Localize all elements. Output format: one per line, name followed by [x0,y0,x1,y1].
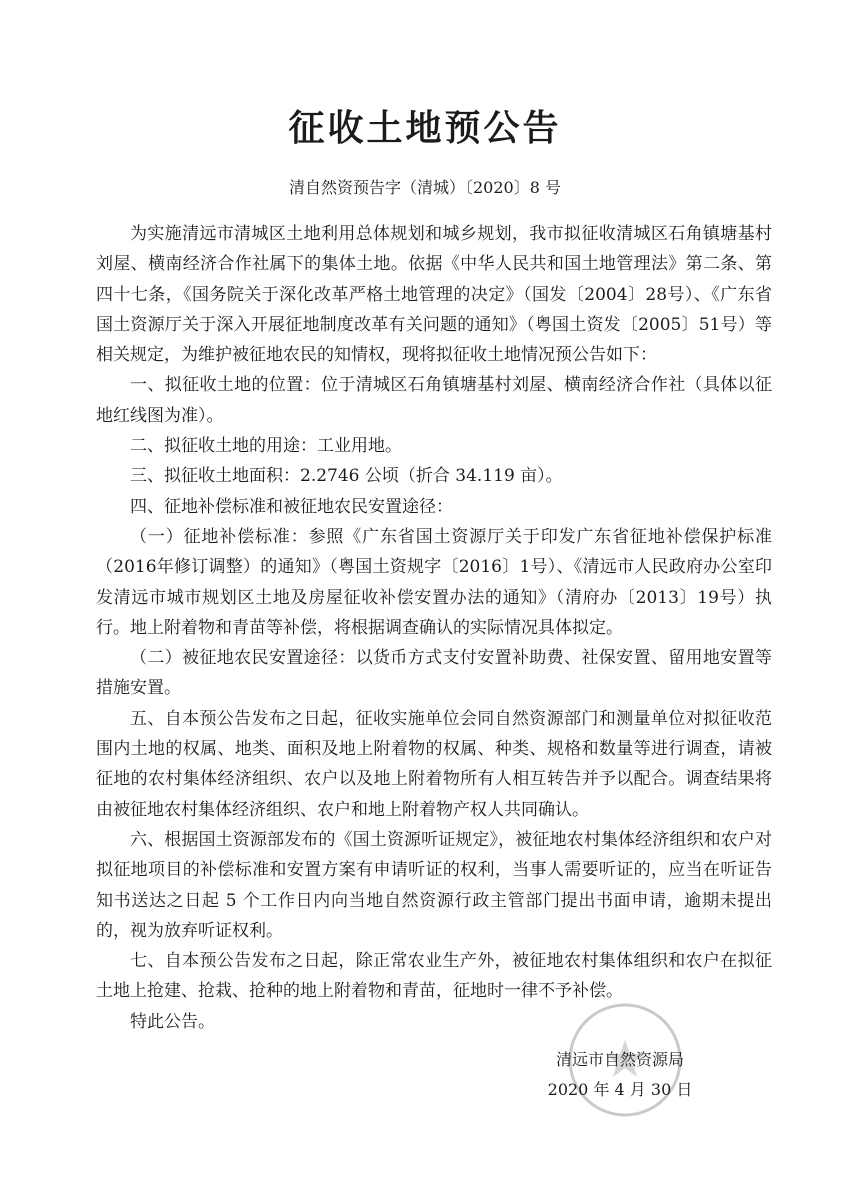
paragraph-no-compensation: 七、自本预公告发布之日起，除正常农业生产外，被征地农村集体组织和农户在拟征土地上抢建、抢栽、抢种的地上附着物和青苗，征地时一律不予补偿。 [96,951,772,1002]
issuer-name: 清远市自然资源局 [555,1050,684,1069]
paragraph-resettlement: （二）被征地农民安置途径：以货币方式支付安置补助费、社保安置、留用地安置等措施安置。 [96,648,772,699]
issue-date: 2020 年 4 月 30 日 [547,1080,693,1099]
paragraph-compensation-standard: （一）征地补偿标准：参照《广东省国土资源厅关于印发广东省征地补偿保护标准（2016年修订调整）的通知》（粤国土资规字〔2016〕1号）、《清远市人民政府办公室印发清远市城市规划区土地及房屋征收补偿安置办法的通知》（清府办〔2013〕19号）执行。地上附着物和青苗等补偿，将根据调查确认的实际情况具体拟定。 [96,526,772,638]
page-title: 征收土地预公告 [288,108,562,149]
paragraph-hearing: 六、根据国土资源部发布的《国土资源听证规定》，被征地农村集体经济组织和农户对拟征地项目的补偿标准和安置方案有申请听证的权利，当事人需要听证的，应当在听证告知书送达之日起 5 个工作日内向当地自然资源行政主管部门提出书面申请，逾期未提出的，视为放弃听证权利。 [96,829,772,941]
paragraph-survey: 五、自本预公告发布之日起，征收实施单位会同自然资源部门和测量单位对拟征收范围内土地的权属、地类、面积及地上附着物的权属、种类、规格和数量等进行调查，请被征地的农村集体经济组织、农户以及地上附着物所有人相互转告并予以配合。调查结果将由被征地农村集体经济组织、农户和地上附着物产权人共同确认。 [96,708,772,820]
paragraph-compensation-heading: 四、征地补偿标准和被征地农民安置途径： [130,496,453,517]
paragraph-closing: 特此公告。 [130,1011,215,1032]
paragraph-area: 三、拟征收土地面积：2.2746 公顷（折合 34.119 亩）。 [130,466,563,487]
paragraph-intro: 为实施清远市清城区土地利用总体规划和城乡规划，我市拟征收清城区石角镇塘基村刘屋、横南经济合作社属下的集体土地。依据《中华人民共和国土地管理法》第二条、第四十七条，《国务院关于深化改革严格土地管理的决定》（国发〔2004〕28号）、《广东省国土资源厅关于深入开展征地制度改革有关问题的通知》（粤国土资发〔2005〕51号）等相关规定，为维护被征地农民的知情权，现将拟征收土地情况预公告如下： [96,224,772,366]
signature-block [540,1045,700,1105]
paragraph-location: 一、拟征收土地的位置：位于清城区石角镇塘基村刘屋、横南经济合作社（具体以征地红线图为准）。 [96,375,772,426]
document-number: 清自然资预告字（清城）〔2020〕8 号 [289,178,561,197]
paragraph-usage: 二、拟征收土地的用途：工业用地。 [130,436,402,457]
notice-body [96,219,772,1037]
